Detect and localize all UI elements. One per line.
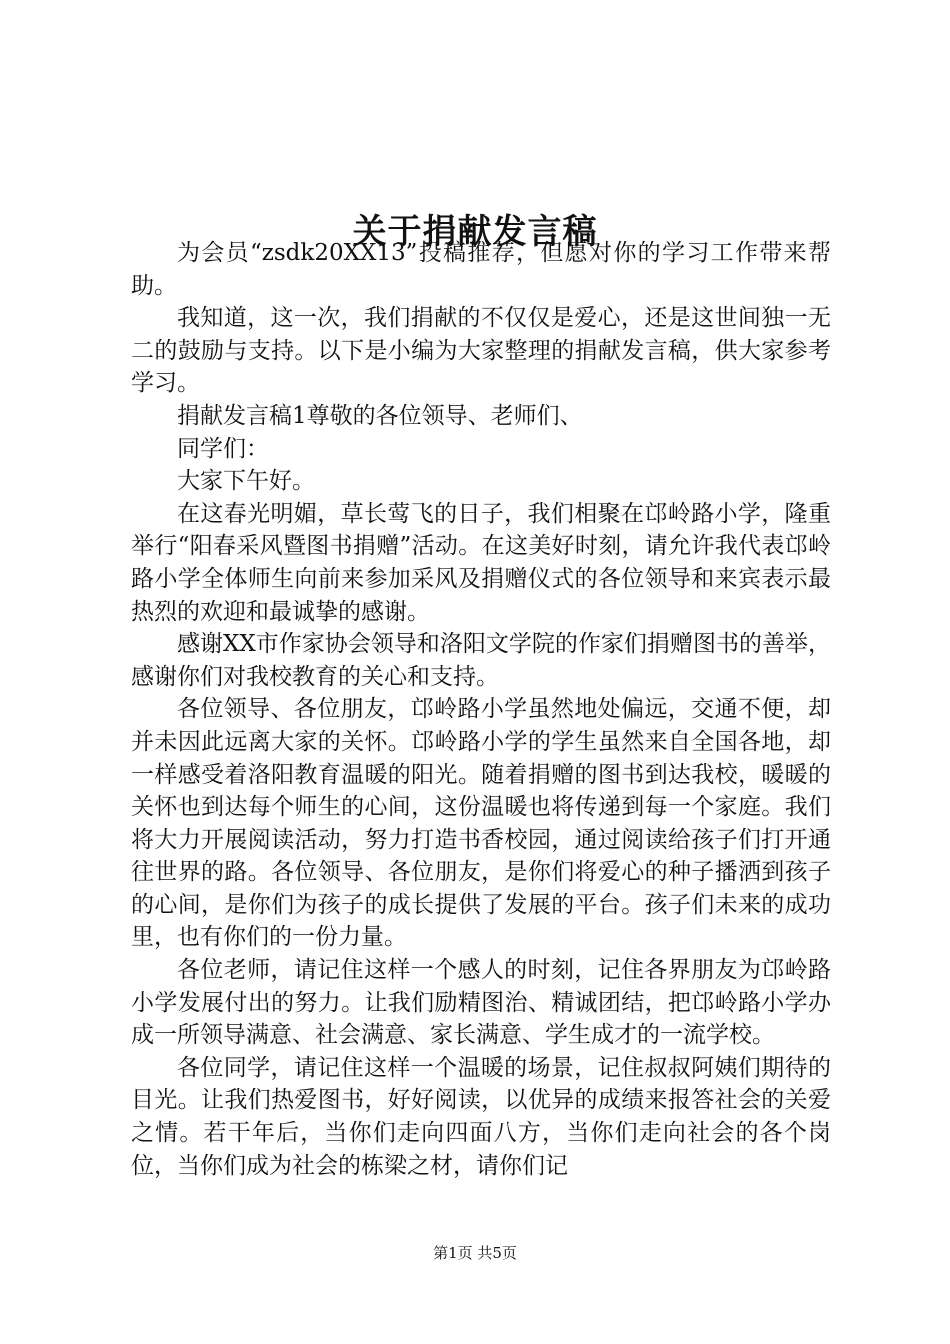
paragraph: 感谢XX市作家协会领导和洛阳文学院的作家们捐赠图书的善举，感谢你们对我校教育的关心和支持。 [131,631,831,690]
paragraph: 在这春光明媚，草长莺飞的日子，我们相聚在邙岭路小学，隆重举行“阳春采风暨图书捐赠”活动。在这美好时刻，请允许我代表邙岭路小学全体师生向前来参加采风及捐赠仪式的各位领导和来宾表示最热烈的欢迎和最诚挚的感谢。 [131,500,831,625]
paragraph: 各位同学，请记住这样一个温暖的场景，记住叔叔阿姨们期待的目光。让我们热爱图书，好好阅读，以优异的成绩来报答社会的关爱之情。若干年后，当你们走向四面八方，当你们走向社会的各个岗位，当你们成为社会的栋梁之材，请你们记 [131,1054,831,1179]
paragraph: 我知道，这一次，我们捐献的不仅仅是爱心，还是这世间独一无二的鼓励与支持。以下是小编为大家整理的捐献发言稿，供大家参考学习。 [131,305,831,397]
paragraph: 为会员“zsdk20XX13”投稿推荐，但愿对你的学习工作带来帮助。 [131,240,831,299]
document-body [131,237,831,1182]
document-title: 关于捐献发言稿 [352,211,598,252]
paragraph: 各位老师，请记住这样一个感人的时刻，记住各界朋友为邙岭路小学发展付出的努力。让我们励精图治、精诚团结，把邙岭路小学办成一所领导满意、社会满意、家长满意、学生成才的一流学校。 [131,957,831,1049]
paragraph: 大家下午好。 [177,468,315,495]
paragraph: 捐献发言稿1尊敬的各位领导、老师们、 [177,402,583,429]
paragraph: 各位领导、各位朋友，邙岭路小学虽然地处偏远，交通不便，却并未因此远离大家的关怀。邙岭路小学的学生虽然来自全国各地，却一样感受着洛阳教育温暖的阳光。随着捐赠的图书到达我校，暖暖的关怀也到达每个师生的心间，这份温暖也将传递到每一个家庭。我们将大力开展阅读活动，努力打造书香校园，通过阅读给孩子们打开通往世界的路。各位领导、各位朋友，是你们将爱心的种子播洒到孩子的心间，是你们为孩子的成长提供了发展的平台。孩子们未来的成功里，也有你们的一份力量。 [131,696,831,951]
paragraph: 同学们： [177,435,269,462]
page-number-footer: 第1页 共5页 [433,1244,517,1262]
